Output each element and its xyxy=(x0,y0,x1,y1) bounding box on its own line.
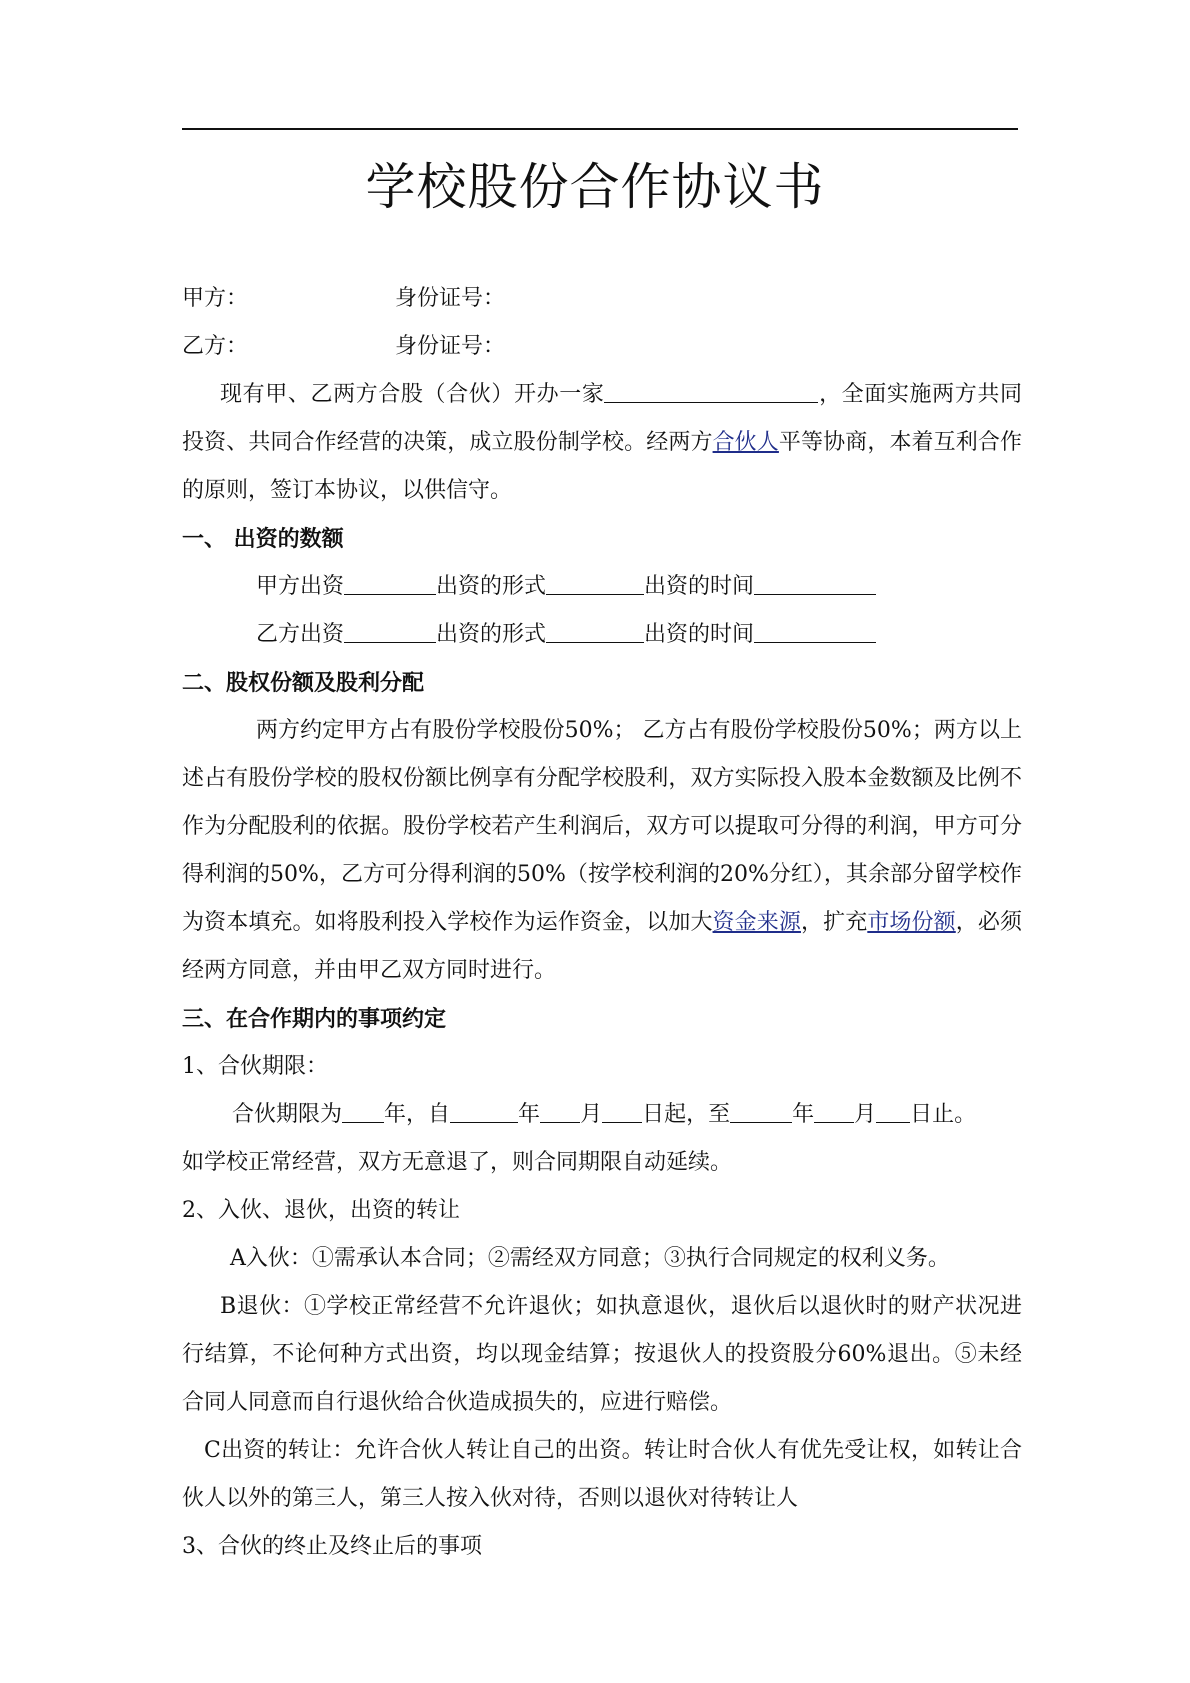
a-form-blank xyxy=(546,564,644,595)
clause-a: A入伙：①需承认本合同；②需经双方同意；③执行合同规定的权利义务。 xyxy=(230,1246,950,1271)
b-form-label: 出资的形式 xyxy=(436,622,547,647)
section-2-paragraph xyxy=(182,707,1022,995)
a-time-label: 出资的时间 xyxy=(644,574,755,599)
party-b-investment-line xyxy=(182,611,1022,659)
header-rule xyxy=(182,128,1018,130)
item-2-label: 2、入伙、退伙，出资的转让 xyxy=(182,1198,460,1223)
b-amount-blank xyxy=(344,612,436,643)
month-label-2: 月 xyxy=(854,1102,877,1127)
b-invest-label: 乙方出资 xyxy=(256,622,345,647)
clause-b: B退伙：①学校正常经营不允许退伙；如执意退伙，退伙后以退伙时的财产状况进行结算，不论何种方式出资，均以现金结算；按退伙人的投资股分60%退出。⑤未经合同人同意而自行退伙给合伙造成损失的，应进行赔偿。 xyxy=(182,1294,1022,1415)
start-month-blank xyxy=(540,1092,580,1123)
party-a-label: 甲方： xyxy=(182,286,249,311)
b-time-blank xyxy=(754,612,876,643)
end-month-blank xyxy=(814,1092,854,1123)
item-1-label: 1、合伙期限： xyxy=(182,1054,328,1079)
year-label-1: 年 xyxy=(384,1102,407,1127)
term-continuation: 如学校正常经营，双方无意退了，则合同期限自动延续。 xyxy=(182,1150,733,1175)
from-label: ，自 xyxy=(406,1102,451,1127)
month-label-1: 月 xyxy=(580,1102,603,1127)
party-b-id-label: 身份证号： xyxy=(395,334,506,359)
year-label-3: 年 xyxy=(792,1102,815,1127)
a-form-label: 出资的形式 xyxy=(436,574,547,599)
intro-text-3: 平等协商，本着互利合作的原则，签订本协议，以供信守。 xyxy=(182,430,1022,503)
clause-c: C出资的转让：允许合伙人转让自己的出资。转让时合伙人有优先受让权，如转让合伙人以外的第三人，第三人按入伙对待，否则以退伙对待转让人 xyxy=(182,1438,1022,1511)
term-line xyxy=(182,1091,1022,1139)
start-day-blank xyxy=(602,1092,642,1123)
party-b-label: 乙方： xyxy=(182,334,249,359)
section-1-heading: 一、 出资的数额 xyxy=(182,526,344,552)
b-time-label: 出资的时间 xyxy=(644,622,755,647)
party-b-line xyxy=(182,323,1022,371)
school-name-blank xyxy=(604,372,818,403)
b-form-blank xyxy=(546,612,644,643)
funds-link[interactable]: 资金来源 xyxy=(712,910,801,935)
start-year-blank xyxy=(450,1092,518,1123)
intro-paragraph xyxy=(182,371,1022,515)
section-3-heading: 三、在合作期内的事项约定 xyxy=(182,1006,447,1032)
party-a-investment-line xyxy=(182,563,1022,611)
term-years-blank xyxy=(342,1092,384,1123)
intro-text-2: ，全面实施两方共同投资、共同合作经营的决策，成立股份制学校。经两方 xyxy=(182,382,1022,455)
market-share-link[interactable]: 市场份额 xyxy=(867,910,956,935)
section-2-heading: 二、股权份额及股利分配 xyxy=(182,670,425,696)
section-2-text-3: ，必须经两方同意，并由甲乙双方同时进行。 xyxy=(182,910,1022,983)
end-day-blank xyxy=(876,1092,910,1123)
partner-link[interactable]: 合伙人 xyxy=(712,430,779,455)
term-start-text: 合伙期限为 xyxy=(232,1102,343,1127)
document-title: 学校股份合作协议书 xyxy=(365,158,825,216)
party-a-id-label: 身份证号： xyxy=(395,286,506,311)
section-2-text-2: ，扩充 xyxy=(800,910,868,935)
a-invest-label: 甲方出资 xyxy=(256,574,345,599)
day-end-label: 日止。 xyxy=(910,1102,977,1127)
party-a-line xyxy=(182,275,1022,323)
a-time-blank xyxy=(754,564,876,595)
intro-text-1: 现有甲、乙两方合股（合伙）开办一家 xyxy=(220,382,605,407)
section-2-text-1: 两方约定甲方占有股份学校股份50%； 乙方占有股份学校股份50%；两方以上述占有股份学校的股权份额比例享有分配学校股利，双方实际投入股本金数额及比例不作为分配股利的依据。股份学校若产生利润后，双方可以提取可分得的利润，甲方可分得利润的50%，乙方可分得利润的50%（按学校利润的20%分红），其余部分留学校作为资本填充。如将股利投入学校作为运作资金，以加大 xyxy=(182,718,1022,935)
document-body xyxy=(182,275,1022,1571)
day-start-label: 日起，至 xyxy=(642,1102,731,1127)
year-label-2: 年 xyxy=(518,1102,541,1127)
end-year-blank xyxy=(730,1092,792,1123)
a-amount-blank xyxy=(344,564,436,595)
item-3-label: 3、合伙的终止及终止后的事项 xyxy=(182,1534,482,1559)
